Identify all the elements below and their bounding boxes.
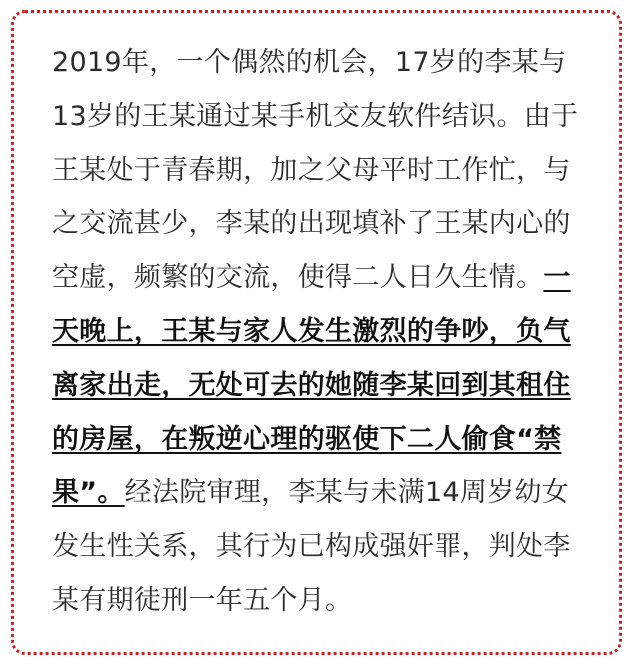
text-line-11: 某有期徒刑一年五个月。 [52,584,353,616]
text-line-3: 王某处于青春期，加之父母平时工作忙，与 [52,154,571,186]
text-line-5-normal: 空虚，频繁的交流，使得二人日久生情。 [52,262,544,294]
text-line-9 [52,466,582,520]
text-line-5-emphasis: 一 [543,262,571,294]
emphasis-line-3: 的房屋，在叛逆心理的驱使下二人偷食“禁 [52,423,562,455]
article-paragraph [52,36,582,628]
text-line-1: 2019年，一个偶然的机会，17岁的李某与 [52,47,567,78]
emphasis-line-2: 离家出走，无处可去的她随李某回到其租住 [52,369,571,401]
text-line-10: 发生性关系，其行为已构成强奸罪，判处李 [52,531,571,563]
emphasis-line-1: 天晚上，王某与家人发生激烈的争吵，负气 [52,315,571,347]
text-line-9-normal: 经法院审理，李某与未满14周岁幼女 [124,477,570,509]
text-line-5 [52,251,582,305]
text-line-4: 之交流甚少，李某的出现填补了王某内心的 [52,208,571,240]
text-line-9-emphasis: 果”。 [52,477,125,509]
text-line-2: 13岁的王某通过某手机交友软件结识。由于 [52,100,579,132]
